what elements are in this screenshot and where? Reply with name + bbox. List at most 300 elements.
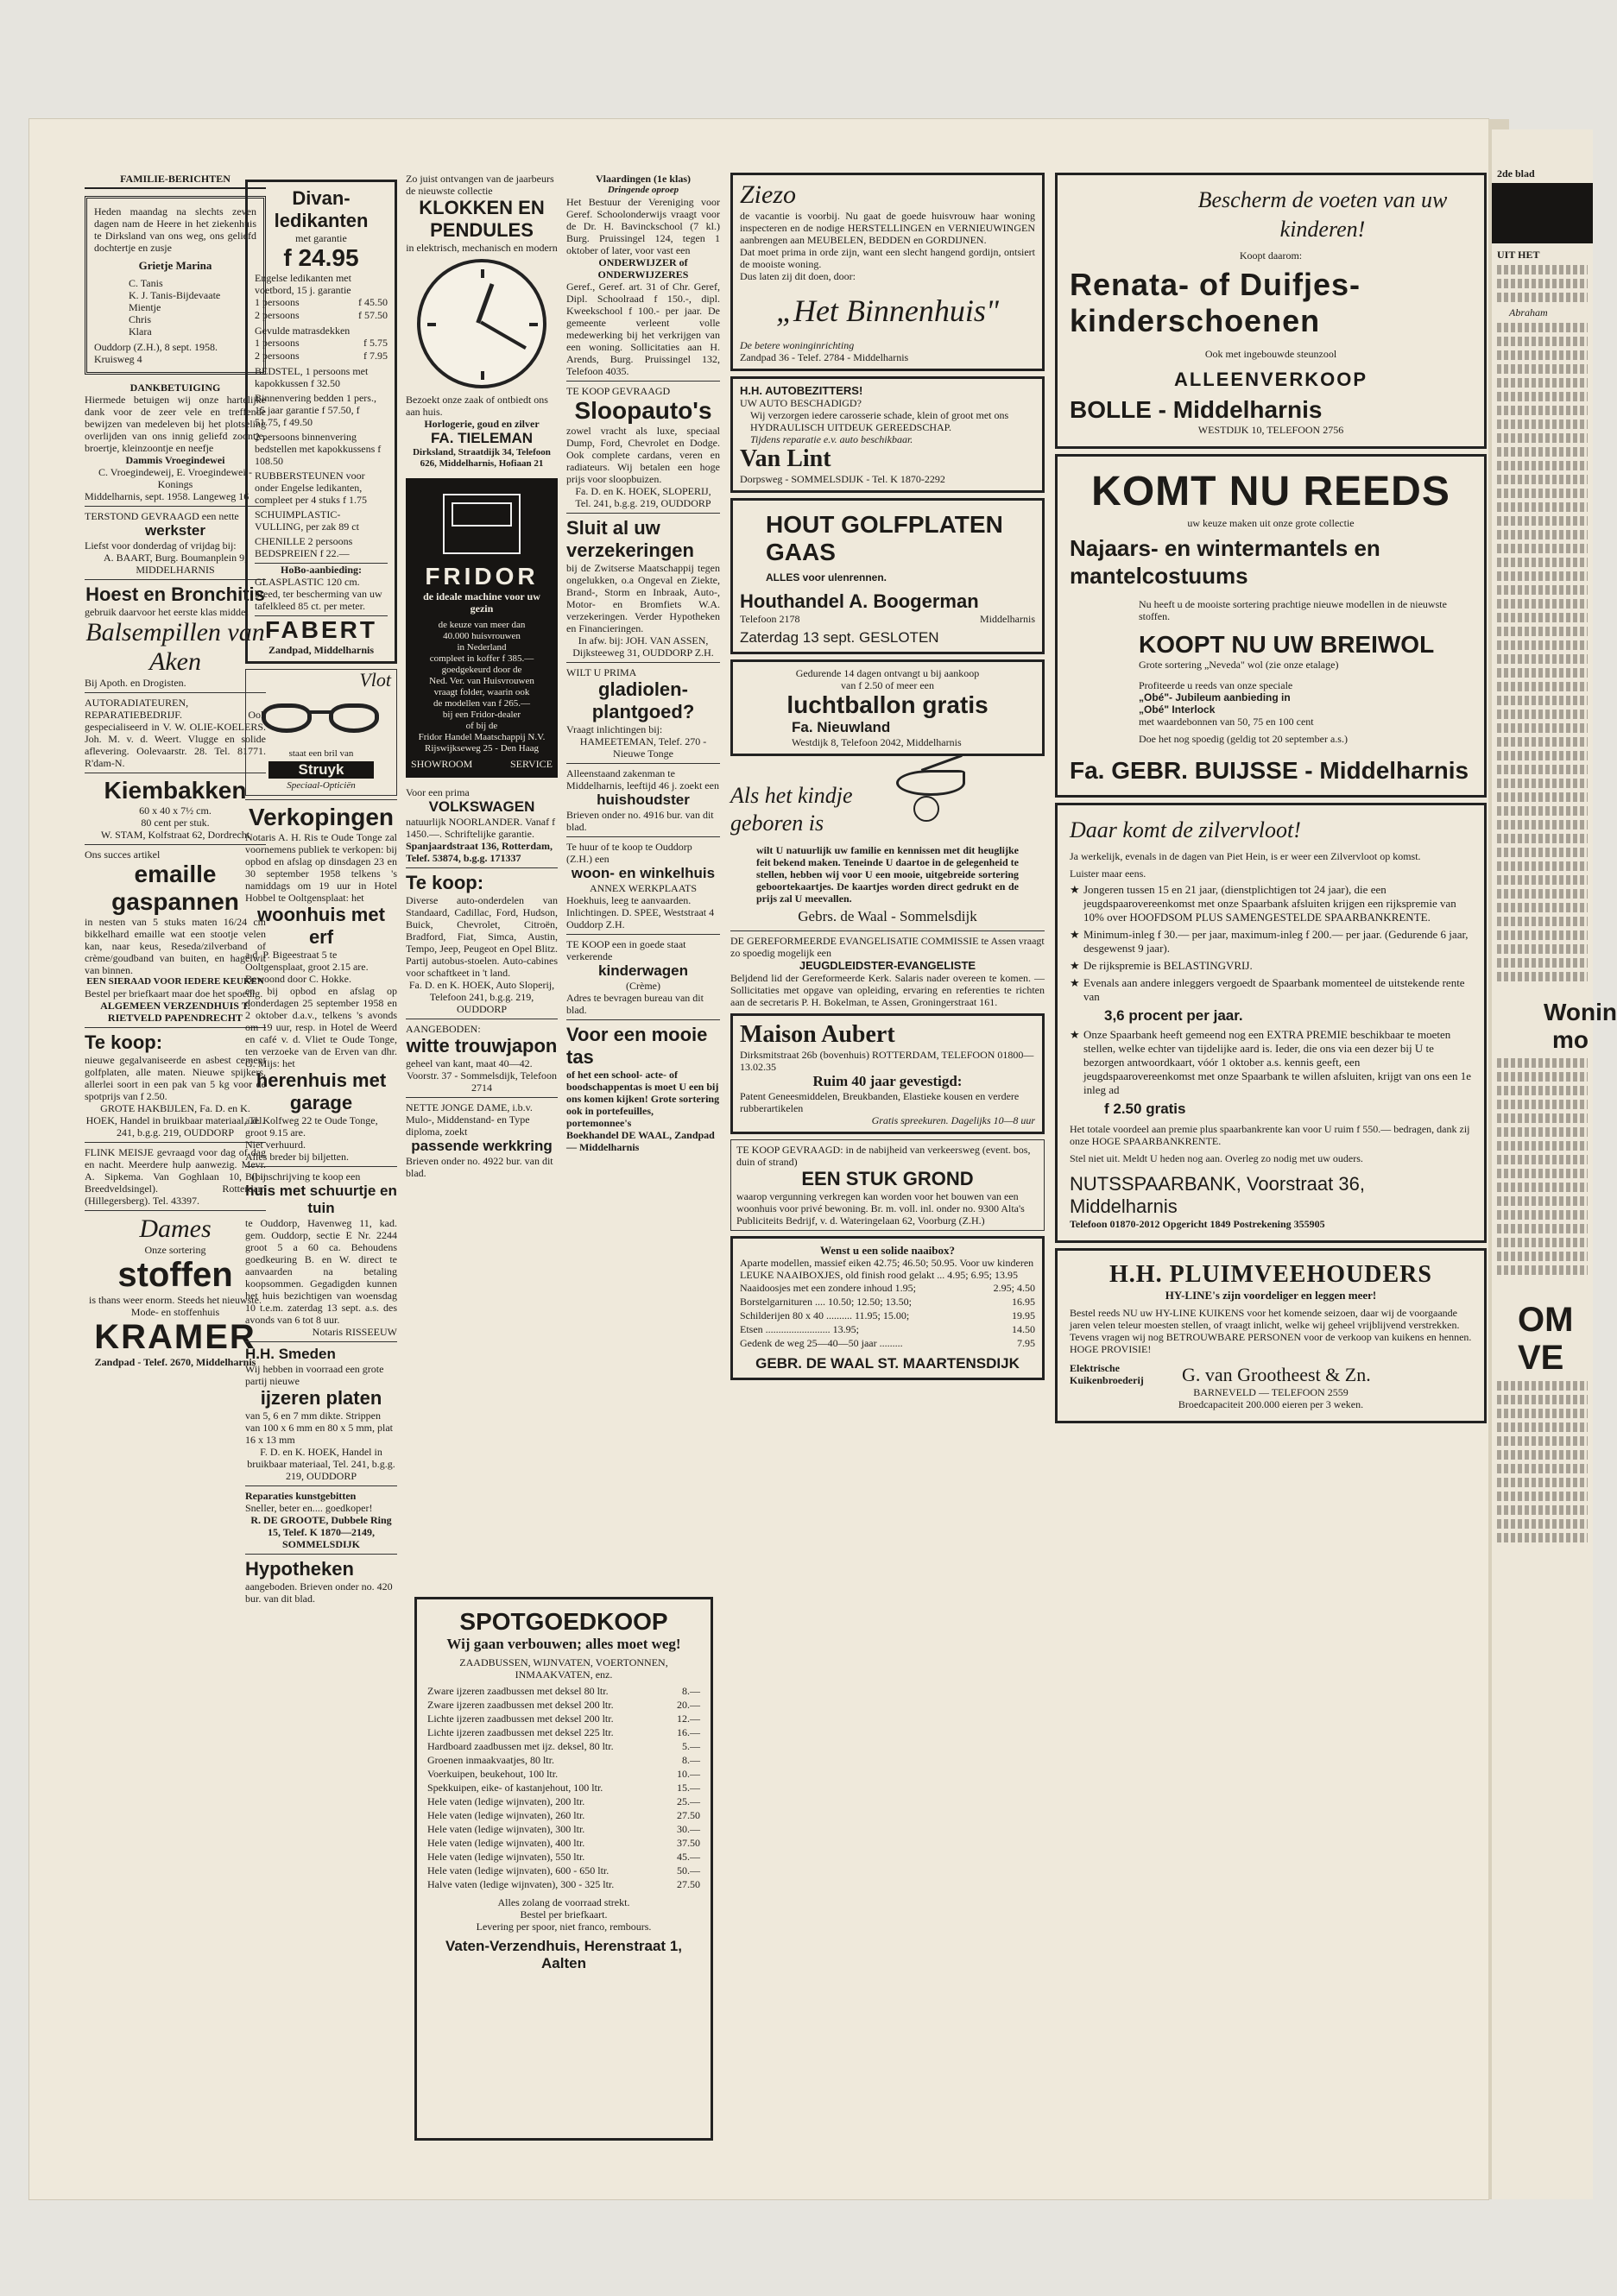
fabert: FABERT — [255, 615, 388, 644]
price: 50.— — [677, 1864, 700, 1877]
price-row — [255, 309, 388, 322]
spot-row — [427, 1864, 700, 1877]
item: Hele vaten (ledige wijnvaten), 600 - 650 ltr. — [427, 1864, 610, 1877]
price: 5.— — [682, 1740, 700, 1752]
radiator-ad: AUTORADIATEUREN, REPARATIEBEDRIJF. Ook gespecialiseerd in V. W. OLIE-KOELERS. Joh. M. v. d. Weert. Vlugge en solide aflevering. Oolevaarstr. 28. Tel. 81771. R'dam-N. — [85, 697, 266, 769]
keuze: uw keuze maken uit onze grote collectie — [1187, 517, 1355, 529]
spot-row — [427, 1698, 700, 1712]
price: 2.95; 4.50 — [993, 1282, 1035, 1294]
price: 19.95 — [1012, 1309, 1035, 1321]
glad-seller: HAMEETEMAN, Telef. 270 - Nieuwe Tonge — [579, 735, 707, 760]
grond-text2: waarop vergunning verkregen kan worden voor het bouwen van een woonhuis voor privé bewoning. Br. m. voll. inl. onder no. 9300 Alta's Publiciteits Bedrijf, v. d. Wateringelaan 62, Voorburg (Z.H.) — [736, 1190, 1025, 1227]
evang-title: JEUGDLEIDSTER-EVANGELISTE — [799, 959, 976, 972]
notice-family — [94, 277, 256, 337]
breiwol-sub: Grote sortering „Neveda" wol (zie onze etalage) — [1139, 659, 1339, 671]
next-bit: mo — [1552, 1026, 1589, 1053]
werkster-text: Liefst voor donderdag of vrijdag bij: — [85, 539, 237, 552]
evang-text: DE GEREFORMEERDE EVANGELISATIE COMMISSIE te Assen vraagt zo spoedig mogelijk een — [730, 935, 1045, 959]
gevulde-title: Gevulde matrasdekken — [255, 325, 351, 337]
spot-row — [427, 1850, 700, 1864]
huish-foot: Brieven onder no. 4916 bur. van dit blad. — [566, 809, 714, 833]
emaille-title: emaille gaspannen — [111, 861, 239, 915]
price: f 57.50 — [358, 309, 388, 321]
struyk-sub: Speciaal-Opticiën — [287, 780, 356, 791]
item: Halve vaten (ledige wijnvaten), 300 - 325 ltr. — [427, 1878, 615, 1890]
showroom: SHOWROOM — [411, 758, 473, 770]
steun: Ook met ingebouwde steunzool — [1204, 348, 1337, 360]
column-furniture — [245, 180, 397, 2184]
ziezo-text2: Dat moet prima in orde zijn, want een slecht hangend gordijn, ontsiert de mooiste woning. — [740, 246, 1035, 270]
woon-sub: ANNEX WERKPLAATS — [589, 882, 698, 894]
ballon-addr: Westdijk 8, Telefoon 2042, Middelharnis — [792, 736, 962, 748]
stork-icon — [801, 761, 974, 830]
spot-seller: Vaten-Verzendhuis, Herenstraat 1, Aalten — [445, 1938, 682, 1971]
column-ziezo — [730, 173, 1045, 2158]
obe3: met waardebonnen van 50, 75 en 100 cent — [1139, 716, 1314, 728]
aubert-hours: Gratis spreekuren. Dagelijks 10—8 uur — [871, 1114, 1035, 1126]
pluim-kind: Elektrische Kuikenbroederij — [1070, 1362, 1144, 1386]
pluim-addr: BARNEVELD — TELEFOON 2559 — [1193, 1386, 1349, 1398]
vlaar-text2: Geref., Geref. art. 31 of Chr. Geref, Dipl. Schoolraad f 150.-, dipl. Kweekschool f 100.- per jaar. De gemeente verleent volle medewerking bij het verkrijgen van een woning. Sollicitaties aan H. Arends, Burg. Pruissingel 132, Telefoon 4035. — [566, 281, 720, 377]
kinder-title: kinderwagen — [598, 962, 688, 979]
verkoping-text: Notaris A. H. Ris te Oude Tonge zal voornemens publiek te verkopen: bij opbod en afslag op dinsdagen 23 en 30 september 1958 telkens 's namiddags om 19 uur in Hotel Hobbel te Ooltgensplaat: het — [245, 831, 397, 904]
emaille-gift: EEN SIERAAD VOOR IEDERE KEUKEN — [86, 976, 264, 987]
pluim-sub: HY-LINE's zijn voordeliger en leggen meer! — [1165, 1289, 1377, 1302]
bescherm-script: Bescherm de voeten van uw kinderen! — [1197, 187, 1448, 242]
label: 1 persoons — [255, 296, 300, 308]
next-header: 2de blad — [1497, 167, 1535, 180]
balsem-text: gebruik daarvoor het eerste klas middel — [85, 606, 249, 618]
ijzer-title: ijzeren platen — [260, 1387, 382, 1409]
najaar: Najaars- en wintermantels en mantelcostuums — [1070, 535, 1380, 589]
autobezitters-ad — [730, 376, 1045, 493]
huish-text: Alleenstaand zakenman te Middelharnis, leeftijd 46 j. zoekt een — [566, 767, 719, 792]
auto-title: H.H. AUTOBEZITTERS! — [740, 384, 863, 397]
smeden: H.H. Smeden — [245, 1346, 336, 1362]
next-bit: UIT HET — [1497, 249, 1540, 261]
nuts: NUTSSPAARBANK, Voorstraat 36, Middelharnis — [1070, 1173, 1365, 1217]
ijzer-seller: F. D. en K. HOEK, Handel in bruikbaar materiaal, Tel. 241, b.g.g. 219, OUDDORP — [247, 1446, 395, 1482]
tekoop-title: Te koop: — [85, 1031, 163, 1053]
notice-name: Grietje Marina — [138, 259, 212, 272]
column-clocks — [406, 173, 558, 1588]
item: Lichte ijzeren zaadbussen met deksel 225 ltr. — [427, 1726, 614, 1738]
item: Hele vaten (ledige wijnvaten), 300 ltr. — [427, 1823, 585, 1835]
fridor-line: in Nederland — [457, 642, 507, 653]
vlaar-text: Het Bestuur der Vereniging voor Geref. Schoolonderwijs vraagt voor de Dr. H. Bavinckschool (7 kl.) Burg. Pruissingel 124, tegen 1 oktober of later, voor vast een — [566, 196, 720, 256]
sloop-seller: Fa. D. en K. HOEK, SLOPERIJ, Tel. 241, b.g.g. 219, OUDDORP — [575, 485, 711, 509]
family-member: C. Tanis — [129, 277, 163, 289]
ballon-title: luchtballon gratis — [786, 691, 989, 718]
klok-visit: Bezoekt onze zaak of ontbiedt ons aan huis. — [406, 394, 548, 418]
struyk-ad — [245, 669, 397, 796]
woon-text: Te huur of te koop te Ouddorp (Z.H.) een — [566, 841, 692, 865]
price: 14.50 — [1012, 1323, 1035, 1335]
dames-script: Dames — [139, 1214, 212, 1243]
price: 8.— — [682, 1685, 700, 1697]
fridor-line: de keuze van meer dan — [438, 620, 526, 630]
pluim-ad — [1055, 1248, 1487, 1423]
ijzer-text: van 5, 6 en 7 mm dikte. Strippen van 100 x 6 mm en 80 x 5 mm, plat 16 x 13 mm — [245, 1410, 393, 1446]
verhuurd: Niet verhuurd. — [245, 1139, 306, 1151]
kind-brand: Gebrs. de Waal - Sommelsdijk — [798, 908, 977, 924]
spot-sub: Wij gaan verbouwen; alles moet weg! — [446, 1636, 681, 1652]
price: 20.— — [677, 1699, 700, 1711]
hout-brand: Houthandel A. Boogerman — [740, 590, 979, 612]
spot-foot3: Levering per spoor, niet franco, rembours. — [476, 1921, 652, 1933]
item: Gedenk de weg 25—40—50 jaar ......... — [740, 1337, 903, 1349]
next-masthead — [1492, 183, 1593, 243]
renata: Renata- of Duifjes-kinderschoenen — [1070, 267, 1361, 338]
spot-row — [427, 1767, 700, 1781]
huish-title: huishoudster — [597, 792, 690, 808]
ballon-text: Gedurende 14 dagen ontvangt u bij aankoop van f 2.50 of meer een — [795, 667, 980, 691]
zilver-intro: Ja werkelijk, evenals in de dagen van Piet Hein, is er weer een Zilvervloot op komst. — [1070, 850, 1421, 862]
bolle-ad — [1055, 173, 1487, 449]
huis-text: te Ouddorp, Havenweg 11, kad. gem. Ouddorp, sectie E Nr. 2244 groot 5 a 60 ca. Behoudens goedkeuring B. en W. direct te aanvaarden na betaling koopsommen. Gegadigden kunnen het huis bezichtigen van woensdag 10 t.e.m. zaterdag 13 sept. a.s. des avonds van 6 tot 8 uur. — [245, 1217, 397, 1326]
kinder-foot: Adres te bevragen bureau van dit blad. — [566, 992, 704, 1016]
struyk-script: Vlot — [359, 669, 391, 691]
klok-name: FA. TIELEMAN — [430, 430, 534, 446]
herenhuis: herenhuis met garage — [256, 1069, 387, 1113]
column-right — [1055, 173, 1487, 2158]
schuim: SCHUIMPLASTIC-VULLING, per zak 89 ct — [255, 508, 359, 533]
dames-title: stoffen — [117, 1256, 233, 1294]
fridor-line: goedgekeurd door de — [441, 665, 522, 675]
fridor-line: bij een Fridor-dealer — [442, 710, 521, 720]
pluim: H.H. PLUIMVEEHOUDERS — [1109, 1261, 1432, 1288]
werkster-title: werkster — [145, 522, 205, 539]
aubert-sub: Ruim 40 jaar gevestigd: — [812, 1073, 963, 1089]
profit: Profiteerde u reeds van onze speciale — [1139, 679, 1293, 691]
fridor-line: Rijswijkseweg 25 - Den Haag — [425, 743, 539, 754]
koopt: Koopt daarom: — [1239, 249, 1303, 262]
binnen-script: „Het Binnenhuis" — [775, 293, 1000, 328]
aang: AANGEBODEN: — [406, 1023, 481, 1035]
label: 2 persoons — [255, 309, 300, 321]
vlaar-title: Vlaardingen (1e klas) — [595, 173, 691, 185]
item: Spekkuipen, eike- of kastanjehout, 100 ltr. — [427, 1782, 603, 1794]
glad-title: gladiolen-plantgoed? — [591, 678, 695, 722]
emaille-order: Bestel per briefkaart maar doe het spoedig. — [85, 987, 263, 1000]
spot-foot1: Alles zolang de voorraad strekt. — [497, 1896, 630, 1908]
pluim-text: Bestel reeds NU uw HY-LINE KUIKENS voor het komende seizoen, daar wij de voorgaande jaren velen teleur moesten stellen, of vraagt inlicht, welke wij geheel vrijblijvend verstrekken. Tevens vragen wij nog BETROUWBARE PERSONEN voor de verkoop van kuikens en hennen. HOGE PROVISIE! — [1070, 1307, 1472, 1355]
sloop-intro: TE KOOP GEVRAAGD — [566, 385, 671, 397]
repar-text: Sneller, beter en.... goedkoper! — [245, 1502, 373, 1514]
dames-text: is thans weer enorm. Steeds het nieuwste. — [89, 1294, 262, 1306]
spot-row — [427, 1725, 700, 1739]
next-bit: Abraham — [1509, 306, 1548, 319]
vlaar-sub: Dringende oproep — [607, 185, 679, 195]
divan-price: f 24.95 — [283, 244, 359, 271]
notice-text: Heden maandag na slechts zeven dagen nam de Heere in het ziekenhuis te Dirksland van ons weg, ons geliefd dochtertje en zusje — [94, 205, 256, 254]
naai-row — [740, 1322, 1035, 1336]
fabert-addr: Zandpad, Middelharnis — [268, 644, 375, 656]
kiem-size: 60 x 40 x 7½ cm. — [139, 804, 212, 817]
naai-row — [740, 1281, 1035, 1295]
fridor-line: Ned. Ver. van Huisvrouwen — [429, 676, 534, 686]
zilver-list — [1070, 883, 1472, 1004]
binnen2: 2 persoons binnenvering bedstellen met kapokkussens f 108.50 — [255, 431, 382, 467]
spot-row — [427, 1822, 700, 1836]
aubert-addr: Dirksmitstraat 26b (bovenhuis) ROTTERDAM, TELEFOON 01800—13.02.35 — [740, 1049, 1034, 1073]
hout-title: HOUT GOLFPLATEN GAAS — [766, 511, 1003, 565]
woonhuis: woonhuis met erf — [257, 904, 385, 948]
family-member: Chris — [129, 313, 152, 325]
tekoop-text: nieuwe gegalvaniseerde en asbest cement golfplaten, alle maten. Nieuwe spijkers, allerlei soort in een pak van 5 kg voor de spotprijs van f 2.50. — [85, 1054, 266, 1102]
fridor-line: compleet in koffer f 385.— — [429, 653, 534, 664]
item: Groenen inmaakvaatjes, 80 ltr. — [427, 1754, 554, 1766]
obe1: „Obé"- Jubileum aanbieding in — [1139, 691, 1291, 703]
tekoop3-text: Diverse auto-onderdelen van Standaard, Cadillac, Ford, Hudson, Buick, Chevrolet, Citroën, Bradford, Fiat, Simca, Austin, Tempo, Jeep, Peugeot en Opel Blitz. Partij autobus-stoelen. Auto-cabines voor schaftkeet in 't land. — [406, 894, 558, 979]
auto-time: Tijdens reparatie e.v. auto beschikbaar. — [750, 433, 913, 445]
hout-contact — [740, 613, 1035, 626]
nuts-tel: Telefoon 01870-2012 Opgericht 1849 Postrekening 355905 — [1070, 1218, 1325, 1230]
spot-ad — [414, 1597, 713, 2141]
newspaper-page — [29, 119, 1488, 2199]
ziezo-script: Ziezo — [740, 180, 797, 209]
item: Hele vaten (ledige wijnvaten), 200 ltr. — [427, 1795, 585, 1807]
price: 25.— — [677, 1795, 700, 1807]
price: 10.— — [677, 1768, 700, 1780]
zilver-stel: Stel niet uit. Meldt U heden nog aan. Overleg zo nodig met uw ouders. — [1070, 1152, 1363, 1164]
kinder-intro: TE KOOP een in goede staat verkerende — [566, 938, 686, 962]
ballon-ad — [730, 659, 1045, 756]
auto-brand: Van Lint — [740, 445, 831, 472]
aubert-title: Maison Aubert — [740, 1021, 895, 1048]
huis-intro: Bij inschrijving te koop een — [245, 1170, 361, 1183]
price: 37.50 — [677, 1837, 700, 1849]
rubber: RUBBERSTEUNEN voor onder Engelse ledikanten, compleet per 4 stuks f 1.75 — [255, 470, 367, 506]
buijsse: Fa. GEBR. BUIJSSE - Middelharnis — [1070, 757, 1469, 784]
aubert-text: Patent Geneesmiddelen, Breukbanden, Elastieke kousen en verdere rubberartikelen — [740, 1090, 1020, 1114]
hout-city: Middelharnis — [980, 613, 1035, 625]
engelse-title: Engelse ledikanten met voetbord, 15 j. garantie — [255, 272, 351, 296]
vw-intro: Voor een prima — [406, 786, 470, 798]
vw-text: natuurlijk NOORLANDER. Vanaf f 1450.—. Schriftelijke garantie. — [406, 816, 556, 840]
item: Etsen ......................... 13.95; — [740, 1323, 859, 1335]
fridor-brand: FRIDOR — [425, 563, 539, 590]
mooi-text: of het een school- acte- of boodschappentas is moet U een bij ons komen kijken! Grote sortering ook in portefeuilles, portemonnee's — [566, 1069, 720, 1129]
death-notice — [85, 196, 266, 375]
next-bit: OM — [1518, 1301, 1574, 1339]
spot-row — [427, 1795, 700, 1808]
ziezo-text: de vacantie is voorbij. Nu gaat de goede huisvrouw haar woning inspecteren en de nodige HERSTELLINGEN en VERNIEUWINGEN aanbrengen aan MEUBELEN, BEDDEN en GORDIJNEN. — [740, 210, 1035, 246]
item: Naaidoosjes met een zondere inhoud 1.95; — [740, 1282, 916, 1294]
spot-row — [427, 1712, 700, 1725]
family-member: K. J. Tanis-Bijdevaate — [129, 289, 221, 301]
price: 16.95 — [1012, 1296, 1035, 1308]
mooi-title: Voor een mooie tas — [566, 1024, 708, 1068]
verkoping-title: Verkopingen — [248, 804, 395, 830]
klok-sub: in elektrisch, mechanisch en modern — [406, 242, 558, 254]
binnen: Binnenvering bedden 1 pers., 15 jaar garantie f 57.50, f 51.75, f 49.50 — [255, 392, 376, 428]
bolle: BOLLE - Middelharnis — [1070, 396, 1323, 423]
section-header: FAMILIE-BERICHTEN — [85, 173, 266, 189]
ballon-brand: Fa. Nieuwland — [792, 719, 891, 735]
hypo-text: aangeboden. Brieven onder no. 420 bur. van dit blad. — [245, 1580, 393, 1605]
bedstel: BEDSTEL, 1 persoons met kapokkussen f 32.50 — [255, 365, 369, 389]
hout-ad — [730, 498, 1045, 654]
spot-cats: ZAADBUSSEN, WIJNVATEN, VOERTONNEN, INMAAKVATEN, enz. — [459, 1656, 668, 1681]
item: Schilderijen 80 x 40 .......... 11.95; 15.00; — [740, 1309, 910, 1321]
smeden-text: Wij hebben in voorraad een grote partij nieuwe — [245, 1363, 384, 1387]
price: f 7.95 — [363, 350, 388, 362]
price-row — [255, 350, 388, 363]
item: Hele vaten (ledige wijnvaten), 400 ltr. — [427, 1837, 585, 1849]
pluim-sig — [1070, 1362, 1472, 1386]
spot-row — [427, 1684, 700, 1698]
woon-title: woon- en winkelhuis — [571, 865, 716, 881]
item: Hele vaten (ledige wijnvaten), 550 ltr. — [427, 1851, 585, 1863]
naai-title: Wenst u een solide naaibox? — [819, 1244, 956, 1257]
kiem-contact: W. STAM, Kolfstraat 62, Dordrecht — [100, 829, 250, 841]
emaille-seller: ALGEMEEN VERZENDHUIS T. RIETVELD PAPENDRECHT — [100, 1000, 250, 1024]
item: Zware ijzeren zaadbussen met deksel 80 ltr. — [427, 1685, 609, 1697]
breiwol: KOOPT NU UW BREIWOL — [1139, 631, 1435, 658]
dame-foot: Brieven onder no. 4922 bur. van dit blad. — [406, 1155, 553, 1179]
glad-text: Vraagt inlichtingen bij: — [566, 723, 663, 735]
mooi-seller: Boekhandel DE WAAL, Zandpad — Middelharnis — [566, 1129, 715, 1153]
hokke-text: en bij opbod en afslag op donderdagen 25 september 1958 en 2 oktober d.a.v., telkens 's avonds om 19 uur, resp. in Hotel de Weerd en café v. d. Vliet te Oude Tonge, ten verzoeke van de Erven van dhr. G. Mijs: het — [245, 985, 397, 1069]
kiem-title: Kiembakken — [104, 777, 247, 804]
fridor-line: vraagt folder, waarin ook — [433, 687, 530, 697]
price: f 45.50 — [358, 296, 388, 308]
glas: GLASPLASTIC 120 cm. breed, ter bescherming van uw tafelkleed 85 ct. per meter. — [255, 576, 382, 612]
vw-title: VOLKSWAGEN — [428, 798, 535, 815]
zilver-item: ★ Minimum-inleg f 30.— per jaar, maximum-inleg f 200.— per jaar. (Gedurende 6 jaar, desgewenst 9 jaar). — [1070, 928, 1472, 956]
divan-sub: met garantie — [295, 232, 347, 244]
grond-title: EEN STUK GROND — [801, 1168, 974, 1189]
spot-row — [427, 1739, 700, 1753]
sluit-seller: In afw. bij: JOH. VAN ASSEN, Dijksteeweg 31, OUDDORP Z.H. — [572, 634, 714, 659]
price-row — [255, 296, 388, 309]
spot-row — [427, 1836, 700, 1850]
beiden: Alles breder bij biljetten. — [245, 1151, 349, 1163]
item: Hele vaten (ledige wijnvaten), 260 ltr. — [427, 1809, 585, 1821]
alleen: ALLEENVERKOOP — [1173, 369, 1368, 390]
price: f 5.75 — [363, 337, 388, 349]
pluim-name: G. van Grootheest & Zn. — [1182, 1364, 1371, 1385]
evang-text2: Beljdend lid der Gereformeerde Kerk. Salaris nader overeen te komen. — Sollicitaties met opgave van opleiding, ervaring en referenties te richten aan de secretaris P. H. Bokelman, te Assen, Groningerstraat 161. — [730, 972, 1045, 1008]
binnen-sub: De betere woninginrichting — [740, 339, 855, 351]
item: Lichte ijzeren zaadbussen met deksel 200 ltr. — [427, 1713, 614, 1725]
kiem-price: 80 cent per stuk. — [141, 817, 210, 829]
price: 30.— — [677, 1823, 700, 1835]
tekoop-seller: GROTE HAKBIJLEN, Fa. D. en K. HOEK, Handel in bruikbaar materiaal, Tel. 241, b.g.g. 219, OUDDORP — [85, 1102, 265, 1139]
huis-title: huis met schuurtje en tuin — [245, 1183, 397, 1216]
nu: Nu heeft u de mooiste sortering prachtige nieuwe modellen in de nieuwste stoffen. — [1139, 598, 1447, 622]
hout-close: Zaterdag 13 sept. GESLOTEN — [740, 629, 939, 646]
notice-place: Ouddorp (Z.H.), 8 sept. 1958. Kruisweg 4 — [94, 341, 218, 365]
repar-seller: R. DE GROOTE, Dubbele Ring 15, Telef. K 1870—2149, SOMMELSDIJK — [250, 1514, 392, 1550]
thanks-place: Middelharnis, sept. 1958. Langeweg 16 — [85, 490, 249, 502]
sloop-title: Sloopauto's — [574, 397, 712, 424]
auto-q: UW AUTO BESCHADIGD? — [740, 397, 862, 409]
meisje-ad: FLINK MEISJE gevraagd voor dag of dag en nacht. Meerdere hulp aanwezig. Mevr. A. Sipkema. Van Goghlaan 10, (bij Breedveldsingel). Rotterdam (Hillegersberg). Tel. 43397. — [85, 1146, 266, 1207]
column-vlaardingen — [566, 173, 720, 1588]
vlaar-role: ONDERWIJZER of ONDERWIJZERES — [597, 256, 689, 281]
fridor-line: de modellen van f 265.— — [433, 698, 531, 709]
tekoop3-seller: Fa. D. en K. HOEK, Auto Sloperij, Telefoon 241, b.g.g. 219, OUDDORP — [408, 979, 555, 1015]
ziezo-text3: Dus laten zij dit doen, door: — [740, 270, 856, 282]
klok-intro: Zo juist ontvangen van de jaarbeurs de nieuwste collectie — [406, 173, 554, 197]
item: Borstelgarnituren .... 10.50; 12.50; 13.50; — [740, 1296, 912, 1308]
price: 27.50 — [677, 1809, 700, 1821]
zilver-luister: Luister maar eens. — [1070, 867, 1146, 880]
zilver-item: ★ De rijkspremie is BELASTINGVRIJ. — [1070, 959, 1472, 973]
glad-intro: WILT U PRIMA — [566, 666, 637, 678]
price: 15.— — [677, 1782, 700, 1794]
struyk-tag: staat een bril van — [288, 748, 354, 759]
vw-addr: Spanjaardstraat 136, Rotterdam, Telef. 53874, b.g.g. 171337 — [406, 840, 553, 864]
family-member: Klara — [129, 325, 152, 337]
struyk-brand: Struyk — [268, 761, 374, 779]
dames-kind: Mode- en stoffenhuis — [130, 1306, 220, 1318]
aubert-ad — [730, 1013, 1045, 1134]
price: 7.95 — [1017, 1337, 1035, 1349]
service: SERVICE — [509, 758, 553, 770]
chenille: CHENILLE 2 persoons BEDSPREIEN f 22.— — [255, 535, 353, 559]
naai-row — [740, 1336, 1035, 1350]
item: Voerkuipen, beukehout, 100 ltr. — [427, 1768, 559, 1780]
price: 8.— — [682, 1754, 700, 1766]
next-page-sliver — [1492, 129, 1617, 2199]
komt: KOMT NU REEDS — [1091, 469, 1450, 514]
kinder-sub: (Crème) — [626, 980, 660, 992]
woonhuis-text: a.d. P. Bigeestraat 5 te Ooltgensplaat, groot 2.15 are. — [245, 949, 369, 973]
thanks-header: DANKBETUIGING — [129, 382, 221, 394]
price: 12.— — [677, 1713, 700, 1725]
price: 27.50 — [677, 1878, 700, 1890]
item: Hardboard zaadbussen met ijz. deksel, 80 ltr. — [427, 1740, 614, 1752]
fridor-line: of bij de — [465, 721, 498, 731]
spot-row — [427, 1753, 700, 1767]
spot-list — [427, 1684, 700, 1891]
zilver-ad — [1055, 803, 1487, 1243]
dame-title: passende werkkring — [411, 1138, 553, 1154]
kind-text: wilt U natuurlijk uw familie en kennissen met dit heuglijke feit bekend maken. Teneinde U daartoe in de gelegenheid te stellen, hebben wij voor U een mooie, uitgebreide sortering geboortekaartjes. De kaartjes worden direct gedrukt en de prijs zal U meevallen. — [756, 844, 1020, 905]
hokke: Bewoond door C. Hokke. — [245, 973, 351, 985]
spot-row — [427, 1808, 700, 1822]
column-family — [85, 173, 266, 2184]
family-member: Mientje — [129, 301, 161, 313]
fridor-line: Fridor Handel Maatschappij N.V. — [418, 732, 546, 742]
divan-title: Divan-ledikanten — [274, 187, 369, 231]
zilver-list-2 — [1070, 1028, 1472, 1097]
price: 45.— — [677, 1851, 700, 1863]
dame-text: NETTE JONGE DAME, i.b.v. Mulo-, Middenstand- en Type diploma, zoekt — [406, 1101, 533, 1138]
bolle-addr: WESTDIJK 10, TELEFOON 2756 — [1197, 424, 1344, 436]
repar: Reparaties kunstgebitten — [245, 1490, 357, 1502]
hout-sub: ALLES voor ulenrennen. — [766, 571, 887, 583]
zilver-item: ★ Onze Spaarbank heeft gemeend nog een EXTRA PREMIE beschikbaar te moeten stellen, welke echter van tijdelijke aard is. Ieder, die ons via een dezer bij U te bezorgen antwoordkaart, vóór 1 oktober a.s. kennis geeft, een jeugdspaarovereenkomst met onze Spaarbank te willen afsluiten, krijgt van ons een 1e inleg ad — [1070, 1028, 1472, 1097]
zilver-item: ★ Jongeren tussen 15 en 21 jaar, (dienstplichtigen tot 24 jaar), die een jeugdspaarovereenkomst met onze Spaarbank afsluiten krijgen een rijkspremie van 10% over HOOFDSOM PLUS SAMENGESTELDE SPAARBANKRENTE. — [1070, 883, 1472, 924]
herenhuis-text: a.d. Kolfweg 22 te Oude Tonge, groot 9.15 are. — [245, 1114, 378, 1139]
naai-row — [740, 1295, 1035, 1309]
zilver-item: ★ Evenals aan andere inleggers vergoedt de Spaarbank momenteel de uitstekende rente van — [1070, 976, 1472, 1004]
balsem-where: Bij Apoth. en Drogisten. — [85, 677, 186, 689]
fridor-line: 40.000 huisvrouwen — [443, 631, 521, 641]
naai-row — [740, 1309, 1035, 1322]
werkster-contact: A. BAART, Burg. Boumanplein 9, MIDDELHARNIS — [103, 552, 248, 576]
hobo: HoBo-aanbieding: — [255, 563, 388, 576]
next-bit: VE — [1518, 1339, 1564, 1377]
obe2: „Obé" Interlock — [1139, 703, 1216, 716]
fridor-slogan: de ideale machine voor uw gezin — [423, 590, 540, 615]
woon-foot: Hoekhuis, leeg te aanvaarden. Inlichtingen. D. SPEE, Weststraat 4 Ouddorp Z.H. — [566, 894, 715, 930]
grond-text: TE KOOP GEVRAAGD: in de nabijheid van verkeersweg (event. bos, duin of strand) — [736, 1144, 1031, 1168]
